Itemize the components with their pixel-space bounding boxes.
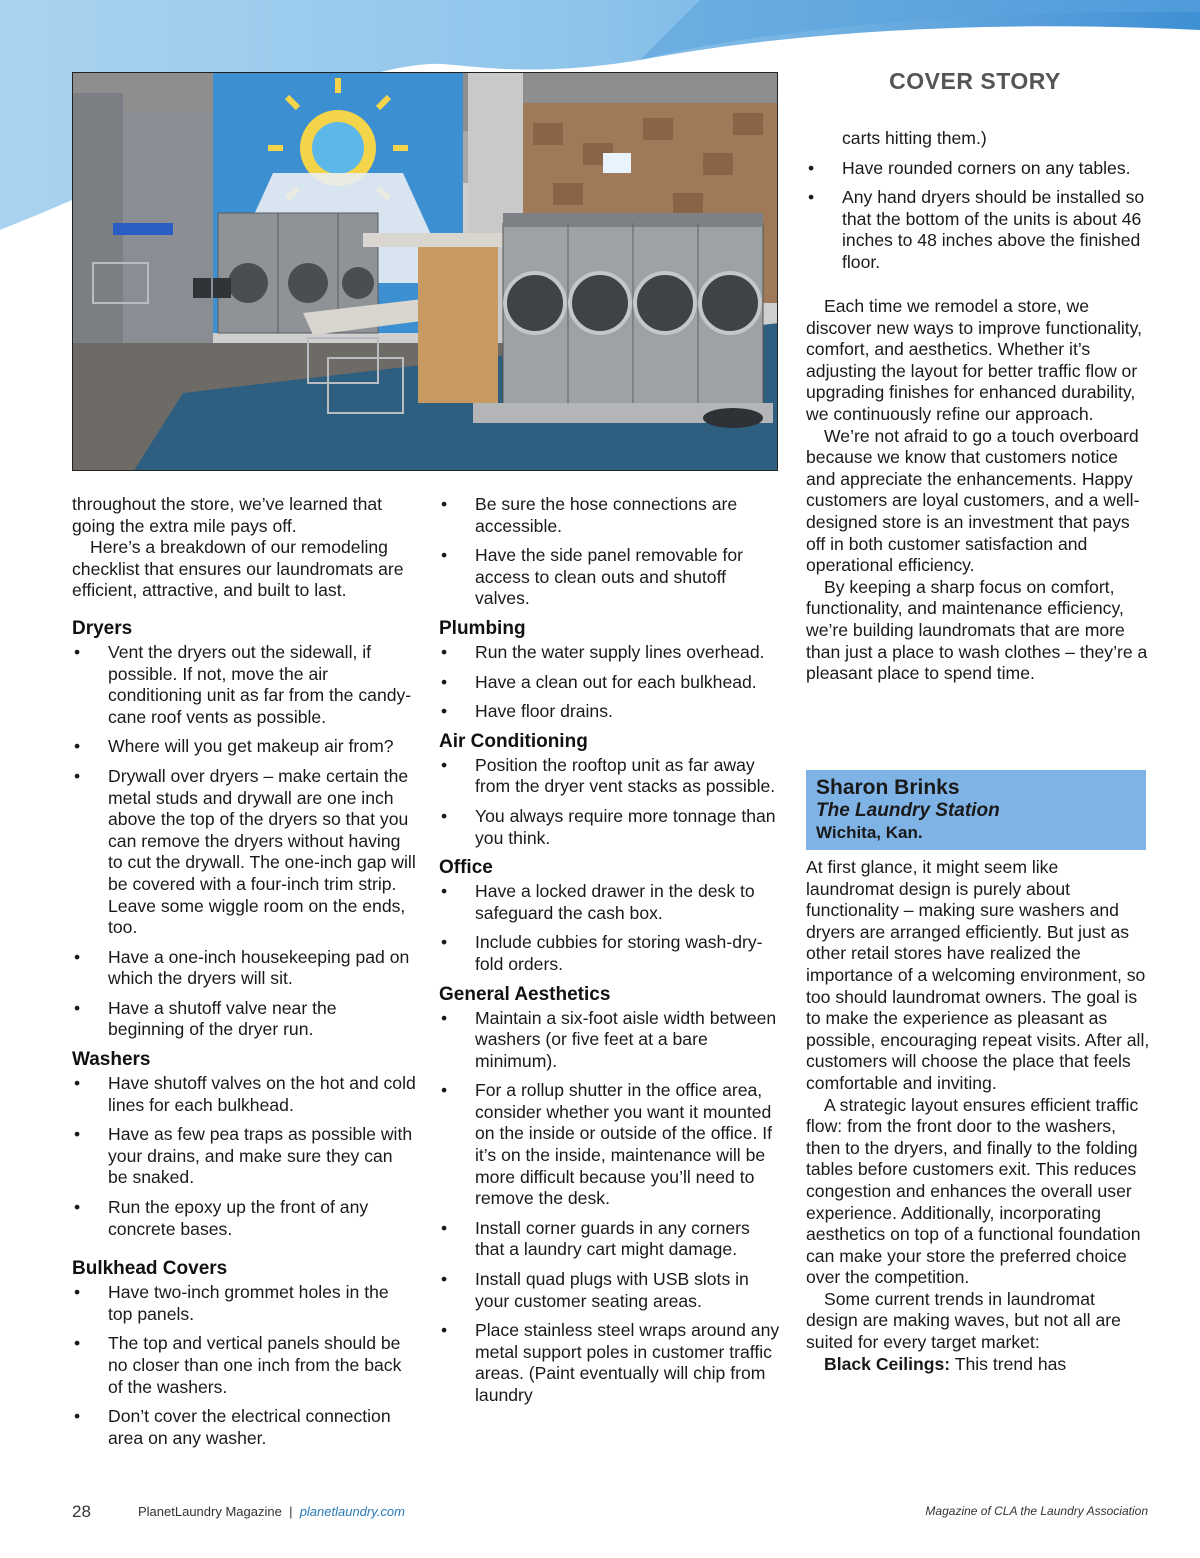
heading-washers: Washers	[72, 1049, 151, 1071]
list-item: • Install quad plugs with USB slots in your customer seating areas.	[439, 1269, 784, 1312]
paragraph: By keeping a sharp focus on comfort, functionality, and maintenance efficiency, we’re building laundromats that are more than just a place to wash clothes – they’re a pleasant place to spend time.	[806, 576, 1148, 684]
column-1	[72, 494, 417, 1457]
list-item: • Maintain a six-foot aisle width between washers (or five feet at a bare minimum).	[439, 1008, 784, 1073]
washers-list	[72, 1073, 417, 1240]
list-item: • Have two-inch grommet holes in the top panels.	[72, 1282, 417, 1325]
office-list	[439, 881, 784, 975]
list-item: • For a rollup shutter in the office area, consider whether you want it mounted on the inside or outside of the office. If it’s on the inside, maintenance will be more difficult because you’ll need to remove the desk.	[439, 1080, 784, 1210]
list-item: • Place stainless steel wraps around any metal support poles in customer traffic areas. (Paint eventually will chip from laundry	[439, 1320, 784, 1406]
publication-name: PlanetLaundry Magazine	[138, 1504, 282, 1519]
page-footer	[72, 1503, 1148, 1525]
list-item: • Have a shutoff valve near the beginning of the dryer run.	[72, 998, 417, 1041]
list-item: • Have a locked drawer in the desk to safeguard the cash box.	[439, 881, 784, 924]
aesthetics-list-continued	[806, 128, 1151, 274]
list-item: • Any hand dryers should be installed so that the bottom of the units is about 46 inches to 48 inches above the finished floor.	[806, 187, 1151, 273]
list-item: • You always require more tonnage than you think.	[439, 806, 784, 849]
bulkhead-list	[72, 1282, 417, 1449]
black-ceilings-lead: Black Ceilings:	[824, 1353, 951, 1374]
list-item: carts hitting them.)	[842, 128, 987, 148]
list-item: • Run the epoxy up the front of any concrete bases.	[72, 1197, 417, 1240]
list-item: • Have shutoff valves on the hot and cold lines for each bulkhead.	[72, 1073, 417, 1116]
profile-business: The Laundry Station	[816, 800, 1000, 821]
footer-tagline: Magazine of CLA the Laundry Association	[925, 1504, 1148, 1518]
air-conditioning-list	[439, 755, 784, 849]
column-3-top	[806, 128, 1151, 282]
intro-paragraph: Here’s a breakdown of our remodeling checklist that ensures our laundromats are efficient, attractive, and built to last.	[72, 537, 404, 601]
list-item: • Drywall over dryers – make certain the metal studs and drywall are one inch above the top of the dryers so that you can remove the dryers without having to cut the drywall. The one-inch gap will be covered with a four-inch trim strip. Leave some wiggle room on the ends, too.	[72, 766, 417, 939]
list-item: • Install corner guards in any corners that a laundry cart might damage.	[439, 1218, 784, 1261]
list-item: • Have as few pea traps as possible with your drains, and make sure they can be snaked.	[72, 1124, 417, 1189]
list-item: • Have rounded corners on any tables.	[806, 158, 1151, 180]
heading-plumbing: Plumbing	[439, 617, 526, 639]
bulkhead-list-continued	[439, 494, 784, 610]
list-item: • Vent the dryers out the sidewall, if possible. If not, move the air conditioning unit as far from the candy-cane roof vents as possible.	[72, 642, 417, 728]
list-item: • Be sure the hose connections are accessible.	[439, 494, 784, 537]
list-item: • Have floor drains.	[439, 701, 784, 723]
list-item: • Don’t cover the electrical connection area on any washer.	[72, 1406, 417, 1449]
list-item: • Have a one-inch housekeeping pad on which the dryers will sit.	[72, 947, 417, 990]
intro-continued: throughout the store, we’ve learned that going the extra mile pays off.	[72, 494, 383, 536]
aesthetics-list	[439, 1008, 784, 1407]
paragraph-black-ceilings	[806, 1354, 1151, 1376]
column-3-paragraphs	[806, 296, 1151, 685]
list-item: • Where will you get makeup air from?	[72, 736, 417, 758]
list-item: • Include cubbies for storing wash-dry-fold orders.	[439, 932, 784, 975]
heading-bulkhead-covers: Bulkhead Covers	[72, 1258, 228, 1280]
plumbing-list	[439, 642, 784, 723]
section-label: COVER STORY	[889, 68, 1061, 94]
heading-office: Office	[439, 857, 493, 879]
paragraph: We’re not afraid to go a touch overboard because we know that customers notice and appreciate the enhancements. Happy customers are loyal customers, and a well-designed store is an investment that pays off in both customer satisfaction and operational efficiency.	[806, 425, 1140, 576]
list-item: • Have a clean out for each bulkhead.	[439, 672, 784, 694]
heading-general-aesthetics: General Aesthetics	[439, 983, 611, 1005]
black-ceilings-text: This trend has	[950, 1353, 1067, 1374]
profile-city: Wichita, Kan.	[816, 823, 923, 842]
list-item: • Have the side panel removable for access to clean outs and shutoff valves.	[439, 545, 784, 610]
list-item: • The top and vertical panels should be no closer than one inch from the back of the washers.	[72, 1333, 417, 1398]
list-item: • Run the water supply lines overhead.	[439, 642, 784, 664]
paragraph: Some current trends in laundromat design are making waves, but not all are suited for every target market:	[806, 1288, 1121, 1353]
profile-box	[806, 770, 1146, 850]
list-item: • Position the rooftop unit as far away from the dryer vent stacks as possible.	[439, 755, 784, 798]
laundromat-photo	[72, 72, 778, 471]
column-3-bottom	[806, 857, 1151, 1375]
paragraph: Each time we remodel a store, we discover new ways to improve functionality, comfort, and aesthetics. Whether it’s adjusting the layout for better traffic flow or upgrading finishes for enhanced durability, we continuously refine our approach.	[806, 296, 1143, 424]
paragraph: At first glance, it might seem like laundromat design is purely about functionality – making sure washers and dryers are arranged efficiently. But just as other retail stores have realized the importance of a welcoming environment, so too should laundromat owners. The goal is to make the experience as pleasant as possible, encouraging repeat visits. After all, customers will choose the place that feels comfortable and inviting.	[806, 857, 1150, 1093]
profile-name: Sharon Brinks	[816, 776, 960, 799]
dryers-list	[72, 642, 417, 1041]
heading-dryers: Dryers	[72, 617, 133, 639]
paragraph: A strategic layout ensures efficient traffic flow: from the front door to the washers, then to the dryers, and finally to the folding tables before customers exit. This reduces congestion and enhances the overall user experience. Additionally, incorporating aesthetics on top of a functional foundation can make your store the preferred choice over the competition.	[806, 1094, 1141, 1288]
heading-air-conditioning: Air Conditioning	[439, 730, 588, 752]
footer-separator: |	[289, 1504, 293, 1519]
column-2	[439, 494, 784, 1415]
publication-credit	[138, 1504, 405, 1519]
publication-url[interactable]: planetlaundry.com	[299, 1504, 405, 1519]
page-number: 28	[72, 1502, 91, 1521]
